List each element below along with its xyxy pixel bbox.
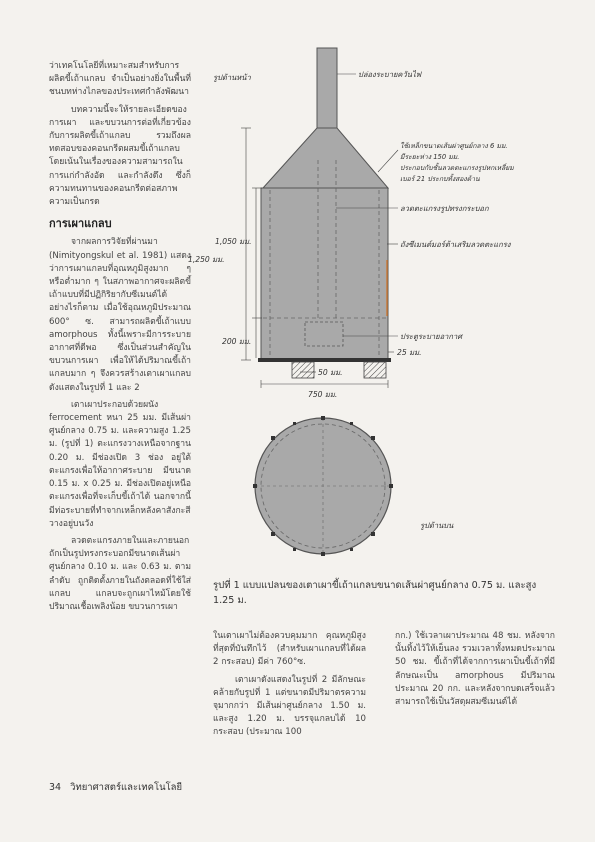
chimney-label: ปล่องระบายควันไฟ (358, 70, 422, 79)
foot-right (364, 362, 386, 378)
paragraph: บทความนี้จะให้รายละเอียดของการเผา และขบวนการต่อที่เกี่ยวข้องกับการผลิตขี้เถ้าแกลบ รวมถึงผลทดสอบของคอนกรีตผสมขี้เถ้าแกลบ โดยเน้นในเรื่องของความสามารถในการแก่กำลังอัด และกำลังดึง ซึ่งก็ความทนทานของคอนกรีตต่อสภาพความเป็นกรด (49, 104, 191, 208)
paragraph: กก.) ใช้เวลาเผาประมาณ 48 ชม. หลังจากนั้นทิ้งไว้ให้เย็นลง รวมเวลาทั้งหมดประมาณ 50 ชม. ขี้เถ้าที่ได้จากการเผาเป็นขี้เถ้าที่มีลักษณะเป็น amorphous มีปริมาณประมาณ 20 กก. และหลังจากบดเสร็จแล้วสามารถใช้เป็นวัสดุผสมซีเมนต์ได้ (395, 631, 555, 708)
middle-text-column (213, 630, 366, 744)
page-footer (49, 780, 188, 795)
dim-1050: 1,050 มม. (215, 237, 252, 246)
kiln-roof (263, 128, 388, 188)
air-inlet-label: ประตูระบายอากาศ (400, 332, 463, 341)
kiln-top-view (253, 416, 393, 556)
right-text-column (395, 630, 555, 713)
rebar-label-4: เบอร์ 21 ประกบทั้งสองด้าน (400, 175, 480, 183)
dim-750: 750 มม. (308, 390, 338, 399)
rebar-label-1: ใช้เหล็กขนาดเส้นผ่าศูนย์กลาง 6 มม. (400, 142, 508, 150)
dim-50: 50 มม. (318, 368, 343, 377)
front-view-label: รูปด้านหน้า (213, 73, 251, 82)
section-heading: การเผาแกลบ (49, 217, 112, 231)
top-view-label: รูปด้านบน (420, 521, 454, 530)
rebar-label-3: ประกอบกับชั้นลวดตะแกรงรูปหกเหลี่ยม (400, 164, 514, 172)
dim-25: 25 มม. (397, 348, 422, 357)
mesh-tube-label: ลวดตะแกรงรูปทรงกระบอก (400, 204, 489, 213)
dim-1250: 1,250 มม. (188, 255, 225, 264)
journal-name: วิทยาศาสตร์และเทคโนโลยี (70, 782, 183, 793)
paragraph: จากผลการวิจัยที่ผ่านมา (Nimityongskul et al. 1981) แสดงว่าการเผาแกลบที่อุณหภูมิสูงมาก ๆ หรือต่ำมาก ๆ ในสภาพอากาศจะผลิตขี้เถ้าแบบที่มีปฏิกิริยากับซีเมนต์ได้ อย่างไรก็ตาม เมื่อใช้อุณหภูมิประมาณ 600° ซ. สามารถผลิตขี้เถ้าแบบ amorphous ทั้งนี้เพราะมีการระบายอากาศที่ดีพอ ซึ่งเป็นส่วนสำคัญในขบวนการเผา เพื่อให้ได้ปริมาณขี้เถ้าแกลบมาก ๆ จึงควรสร้างเตาเผาแกลบ ดังแสดงในรูปที่ 1 และ 2 (49, 237, 191, 393)
base-slab (258, 358, 391, 362)
rebar-label-2: มีระยะห่าง 150 มม. (400, 153, 460, 161)
chimney (317, 48, 337, 128)
foot-left (292, 362, 314, 378)
dim-200: 200 มม. (222, 337, 252, 346)
page-number: 34 (49, 782, 62, 793)
paragraph: ลวดตะแกรงภายในและภายนอกถักเป็นรูปทรงกระบอกมีขนาดเส้นผ่าศูนย์กลาง 0.10 ม. และ 0.63 ม. ตามลำดับ ถูกติดตั้งภายในถังตลอดที่ใช้ใส่แกลบ แกลบจะถูกเผาไหม้โดยใช้ปริมาณเชื้อเพลิงน้อย ขบวนการเผา (49, 535, 191, 612)
paragraph: ว่าเทคโนโลยีที่เหมาะสมสำหรับการผลิตขี้เถ้าแกลบ จำเป็นอย่างยิ่งในพื้นที่ชนบทห่างไกลของประเทศกำลังพัฒนา (49, 61, 191, 98)
paragraph: ในเตาเผาไม่ต้องควบคุมมาก คุณหภูมิสูงที่สุดที่บันทึกไว้ (สำหรับเผาแกลบที่ได้ผล 2 กระสอบ) มีค่า 760°ซ. (213, 631, 366, 668)
paragraph: เตาเผาดังแสดงในรูปที่ 2 มีลักษณะคล้ายกับรูปที่ 1 แต่ขนาดมีปริมาตรความจุมากกว่า มีเส้นผ่าศูนย์กลาง 1.50 ม. และสูง 1.20 ม. บรรจุแกลบได้ 10 กระสอบ (ประมาณ 100 (213, 674, 366, 738)
caption-label: รูปที่ 1 (213, 580, 240, 591)
paragraph: เตาเผาประกอบด้วยผนัง ferrocement หนา 25 มม. มีเส้นผ่าศูนย์กลาง 0.75 ม. และความสูง 1.25 ม. (รูปที่ 1) ตะแกรงวางเหนือจากฐาน 0.20 ม. มีช่องเปิด 3 ช่อง อยู่ใต้ตะแกรงเพื่อให้อากาศระบาย มีขนาด 0.15 ม. x 0.25 ม. มีช่องเปิดอยู่เหนือตะแกรงเพื่อที่จะเก็บขี้เถ้าได้ นอกจากนี้มีท่อระบายที่ทำจากเหล็กหลังคาสังกะสีวางอยู่บนวัง (49, 399, 191, 529)
caption-text: แบบแปลนของเตาเผาขี้เถ้าแกลบขนาดเส้นผ่าศูนย์กลาง 0.75 ม. และสูง 1.25 ม. (213, 580, 537, 606)
figure-caption (213, 578, 553, 608)
tank-label: ถังซีเมนต์มอร์ต้าเสริมลวดตะแกรง (400, 240, 511, 249)
kiln-body (261, 188, 388, 360)
